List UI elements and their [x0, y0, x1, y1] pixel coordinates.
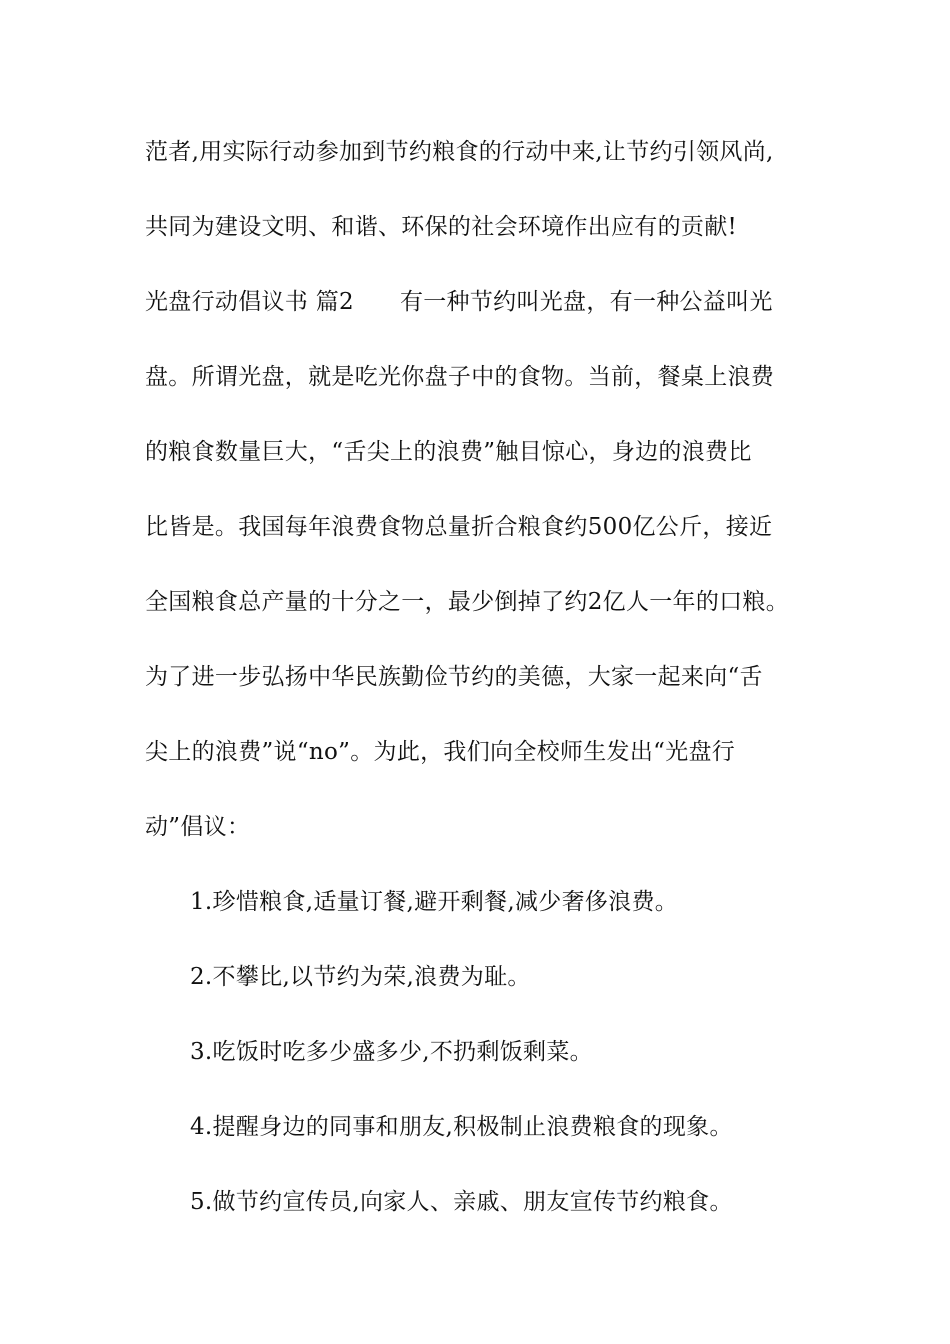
paragraph-line: 比皆是。我国每年浪费食物总量折合粮食约500亿公斤，接近: [145, 514, 773, 540]
list-item: 5.做节约宣传员,向家人、亲戚、朋友宣传节约粮食。: [190, 1189, 733, 1215]
list-item: 2.不攀比,以节约为荣,浪费为耻。: [190, 964, 531, 990]
paragraph-line: 动”倡议：: [145, 814, 251, 840]
paragraph-line: 的粮食数量巨大，“舌尖上的浪费”触目惊心，身边的浪费比: [145, 439, 752, 465]
paragraph-line: 全国粮食总产量的十分之一，最少倒掉了约2亿人一年的口粮。: [145, 589, 790, 615]
list-item: 3.吃饭时吃多少盛多少,不扔剩饭剩菜。: [190, 1039, 593, 1065]
list-item: 4.提醒身边的同事和朋友,积极制止浪费粮食的现象。: [190, 1114, 733, 1140]
paragraph-line: 盘。所谓光盘，就是吃光你盘子中的食物。当前，餐桌上浪费: [145, 364, 775, 390]
paragraph-line: 尖上的浪费”说“no”。为此，我们向全校师生发出“光盘行: [145, 739, 736, 765]
list-item: 1.珍惜粮食,适量订餐,避开剩餐,减少奢侈浪费。: [190, 889, 679, 915]
text-line: 共同为建设文明、和谐、环保的社会环境作出应有的贡献!: [145, 214, 738, 240]
text-line: 范者,用实际行动参加到节约粮食的行动中来,让节约引领风尚,: [145, 139, 774, 165]
section-heading-title: 光盘行动倡议书 篇2: [145, 289, 354, 315]
paragraph-line: 为了进一步弘扬中华民族勤俭节约的美德，大家一起来向“舌: [145, 664, 763, 690]
section-heading-line: [145, 287, 825, 317]
section-heading-text: 有一种节约叫光盘，有一种公益叫光: [399, 289, 773, 315]
